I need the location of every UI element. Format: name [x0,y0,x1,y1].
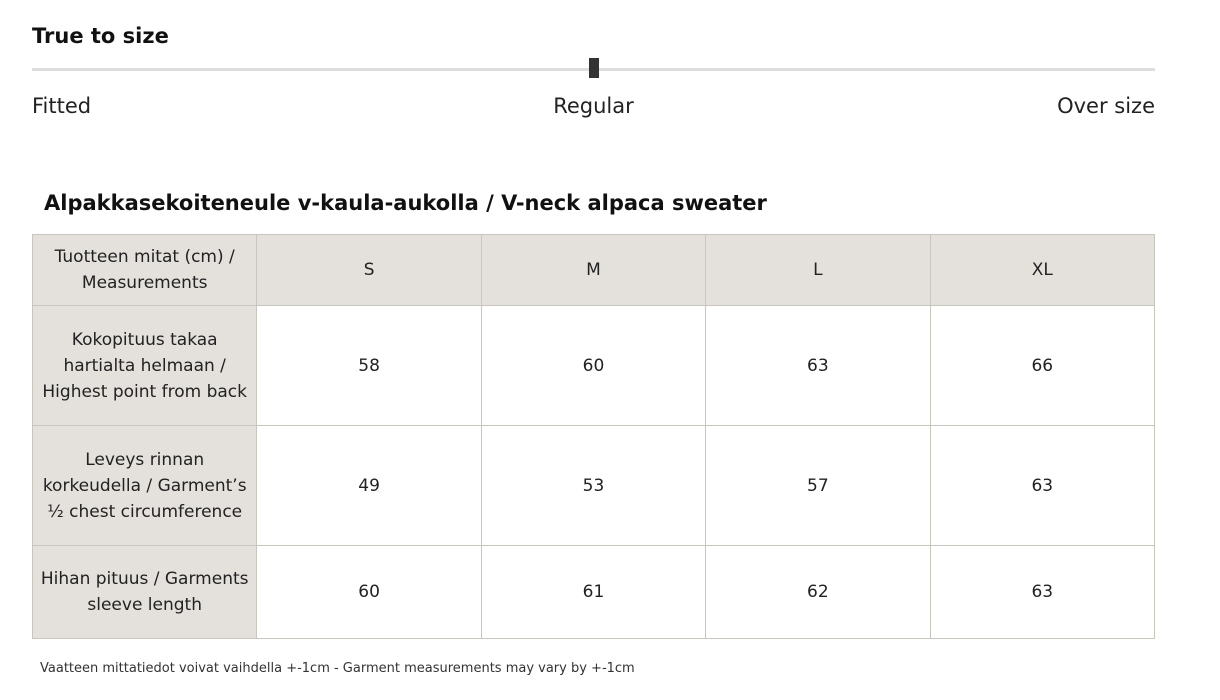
header-measurements: Tuotteen mitat (cm) / Measurements [33,235,257,306]
row-label-length: Kokopituus takaa hartialta helmaan / Highest point from back [33,306,257,426]
table-cell: 61 [481,546,705,639]
header-size-xl: XL [930,235,1154,306]
table-row [33,306,1155,426]
table-header-row [33,235,1155,306]
table-cell: 60 [481,306,705,426]
header-size-l: L [706,235,930,306]
table-cell: 63 [706,306,930,426]
table-cell: 53 [481,426,705,546]
row-label-chest: Leveys rinnan korkeudella / Garment’s ½ chest circumference [33,426,257,546]
table-cell: 63 [930,546,1154,639]
table-row [33,546,1155,639]
fit-label-oversize: Over size [1057,94,1155,118]
fit-label-fitted: Fitted [32,94,92,118]
table-cell: 58 [257,306,481,426]
fit-section [32,18,1155,126]
fit-marker [589,58,599,78]
fit-labels [32,86,1155,126]
table-cell: 62 [706,546,930,639]
row-label-sleeve: Hihan pituus / Garments sleeve length [33,546,257,639]
measurement-note: Vaatteen mittatiedot voivat vaihdella +-1cm - Garment measurements may vary by +-1cm [40,661,635,676]
header-size-m: M [481,235,705,306]
table-row [33,426,1155,546]
table-cell: 66 [930,306,1154,426]
table-cell: 60 [257,546,481,639]
table-cell: 63 [930,426,1154,546]
fit-label-regular: Regular [553,94,634,118]
fit-scale [32,54,1155,86]
header-size-s: S [257,235,481,306]
size-chart-title: Alpakkasekoiteneule v-kaula-aukolla / V-neck alpaca sweater [44,191,767,215]
table-cell: 57 [706,426,930,546]
fit-title: True to size [32,24,169,48]
size-chart-table [32,234,1155,639]
table-cell: 49 [257,426,481,546]
